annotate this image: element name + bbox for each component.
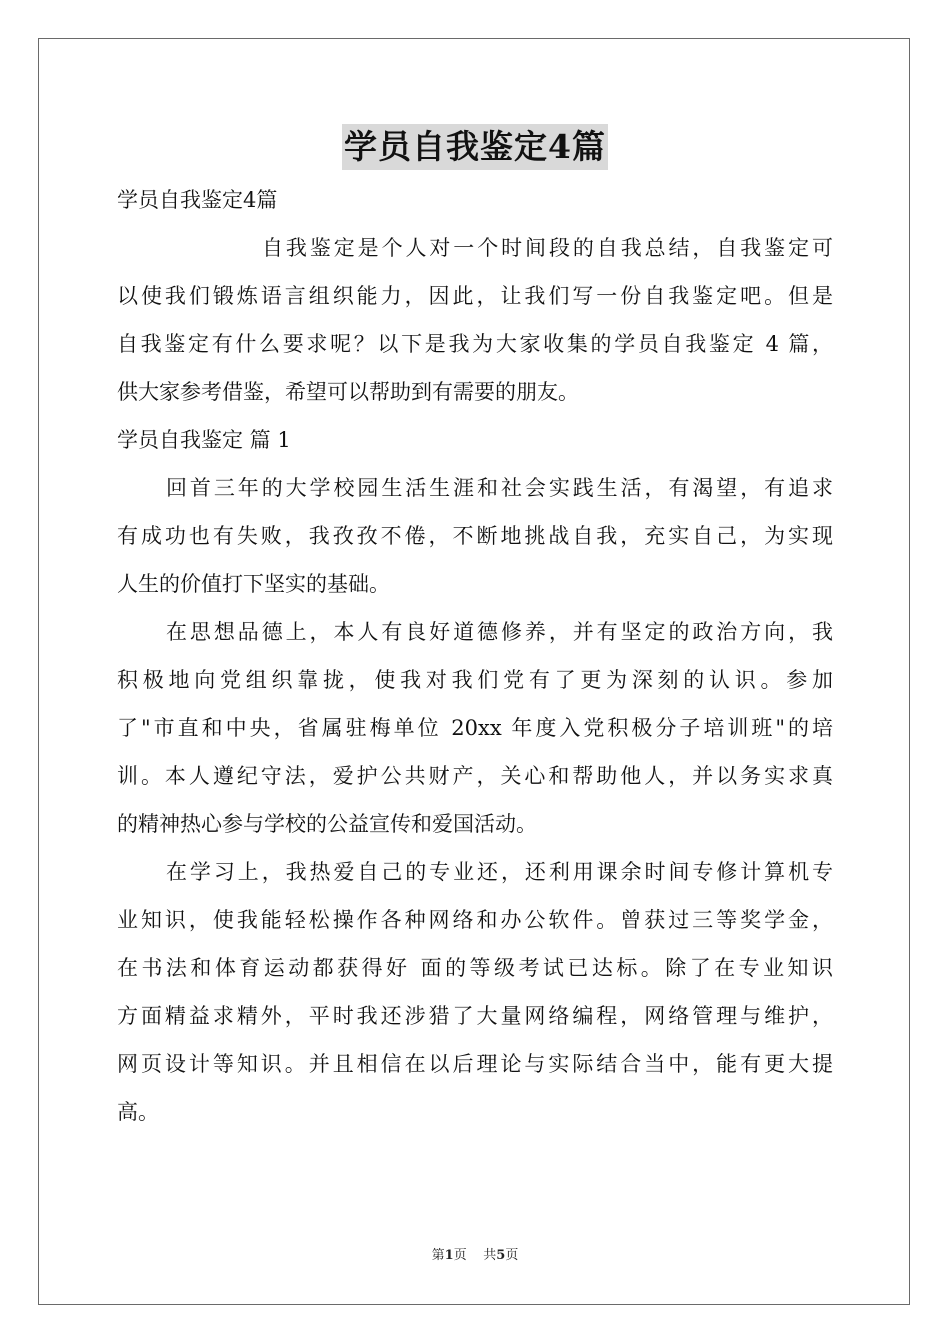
paragraph-line: 积极地向党组织靠拢，使我对我们党有了更为深刻的认识。参加 xyxy=(117,668,833,692)
page-number: 1 xyxy=(444,1248,454,1263)
intro-line: 自我鉴定是个人对一个时间段的自我总结，自我鉴定可 xyxy=(262,236,833,260)
paragraph-line: 有成功也有失败，我孜孜不倦，不断地挑战自我，充实自己，为实现 xyxy=(117,524,833,548)
section-heading: 学员自我鉴定 篇 1 xyxy=(117,428,291,452)
document-body xyxy=(117,176,833,1136)
paragraph-line: 业知识，使我能轻松操作各种网络和办公软件。曾获过三等奖学金， xyxy=(117,908,833,932)
total-pages: 5 xyxy=(496,1248,506,1263)
total-suffix: 页 xyxy=(505,1248,519,1263)
paragraph-line: 了"市直和中央，省属驻梅单位 20xx 年度入党积极分子培训班"的培 xyxy=(117,716,833,740)
intro-line: 以使我们锻炼语言组织能力，因此，让我们写一份自我鉴定吧。但是 xyxy=(117,284,833,308)
paragraph-line: 人生的价值打下坚实的基础。 xyxy=(117,572,390,596)
paragraph-line: 在学习上，我热爱自己的专业还，还利用课余时间专修计算机专 xyxy=(166,860,833,884)
document-subtitle: 学员自我鉴定4篇 xyxy=(117,188,278,212)
paragraph-line: 网页设计等知识。并且相信在以后理论与实际结合当中，能有更大提 xyxy=(117,1052,833,1076)
body-paragraph xyxy=(117,464,833,608)
paragraph-line: 回首三年的大学校园生活生涯和社会实践生活，有渴望，有追求 xyxy=(166,476,833,500)
title-container xyxy=(0,124,950,170)
page-suffix: 页 xyxy=(453,1248,467,1263)
paragraph-line: 的精神热心参与学校的公益宣传和爱国活动。 xyxy=(117,812,537,836)
intro-line: 供大家参考借鉴，希望可以帮助到有需要的朋友。 xyxy=(117,380,579,404)
intro-paragraph xyxy=(117,224,833,416)
document-title: 学员自我鉴定4篇 xyxy=(342,124,608,170)
paragraph-line: 方面精益求精外，平时我还涉猎了大量网络编程，网络管理与维护， xyxy=(117,1004,833,1028)
page-footer xyxy=(0,1246,950,1266)
paragraph-line: 在思想品德上，本人有良好道德修养，并有坚定的政治方向，我 xyxy=(166,620,833,644)
paragraph-line: 高。 xyxy=(117,1100,159,1124)
paragraph-line: 在书法和体育运动都获得好 面的等级考试已达标。除了在专业知识 xyxy=(117,956,833,980)
body-paragraph xyxy=(117,608,833,848)
paragraph-line: 训。本人遵纪守法，爱护公共财产，关心和帮助他人，并以务实求真 xyxy=(117,764,833,788)
page-prefix: 第 xyxy=(431,1248,445,1263)
total-prefix: 共 xyxy=(483,1248,497,1263)
body-paragraph xyxy=(117,848,833,1136)
intro-line: 自我鉴定有什么要求呢？以下是我为大家收集的学员自我鉴定 4 篇， xyxy=(117,332,833,356)
